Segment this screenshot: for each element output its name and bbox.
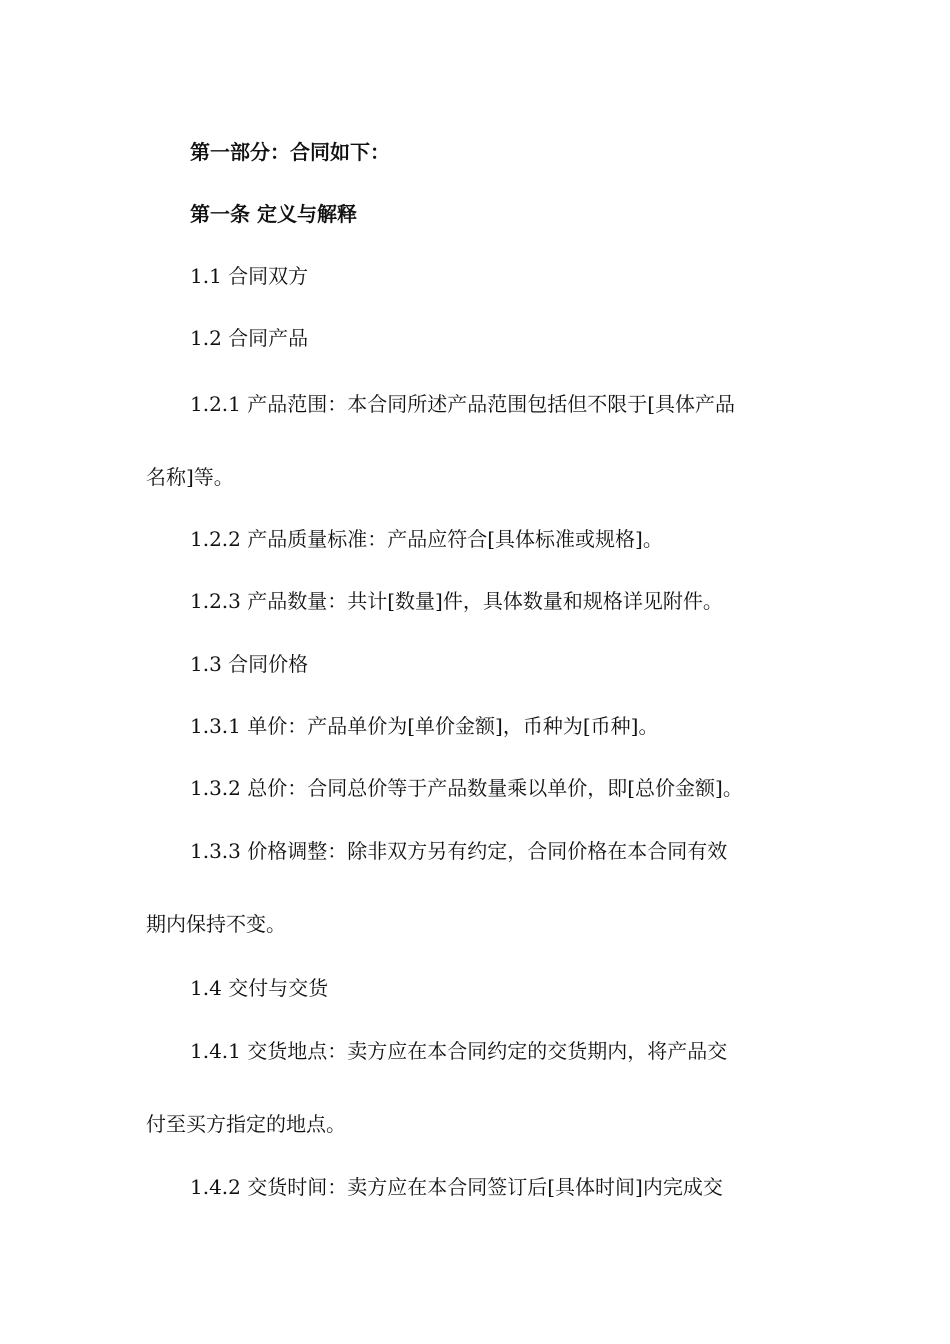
article-heading: 第一条 定义与解释 (190, 202, 357, 226)
clause-1-4: 1.4 交付与交货 (190, 976, 329, 1000)
part-heading: 第一部分：合同如下： (190, 140, 390, 164)
clause-1-2: 1.2 合同产品 (190, 326, 309, 350)
clause-1-3-3-continued: 期内保持不变。 (146, 912, 286, 936)
clause-1-1: 1.1 合同双方 (190, 264, 309, 288)
clause-1-2-2: 1.2.2 产品质量标准：产品应符合[具体标准或规格]。 (190, 527, 663, 551)
clause-1-4-2: 1.4.2 交货时间：卖方应在本合同签订后[具体时间]内完成交 (190, 1175, 723, 1199)
clause-1-3-2: 1.3.2 总价：合同总价等于产品数量乘以单价，即[总价金额]。 (190, 776, 743, 800)
clause-1-3: 1.3 合同价格 (190, 652, 309, 676)
clause-1-4-1: 1.4.1 交货地点：卖方应在本合同约定的交货期内，将产品交 (190, 1039, 728, 1063)
clause-1-3-1: 1.3.1 单价：产品单价为[单价金额]，币种为[币种]。 (190, 714, 659, 738)
clause-1-2-3: 1.2.3 产品数量：共计[数量]件，具体数量和规格详见附件。 (190, 589, 723, 613)
clause-1-2-1: 1.2.1 产品范围：本合同所述产品范围包括但不限于[具体产品 (190, 392, 736, 416)
clause-1-2-1-continued: 名称]等。 (146, 465, 234, 489)
clause-1-4-1-continued: 付至买方指定的地点。 (146, 1112, 346, 1136)
clause-1-3-3: 1.3.3 价格调整：除非双方另有约定，合同价格在本合同有效 (190, 839, 728, 863)
